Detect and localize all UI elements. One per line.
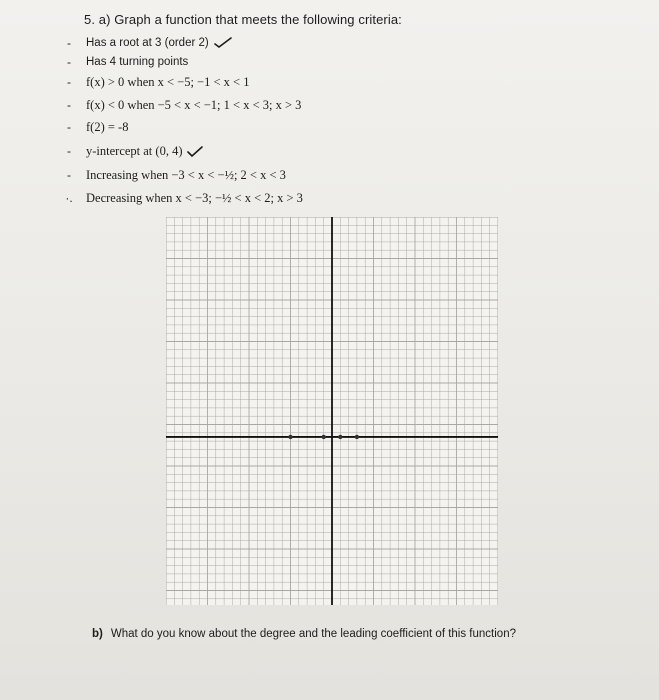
plotted-point: [338, 435, 342, 439]
criterion-decreasing: [0, 189, 659, 207]
criterion-text: f(2) = -8: [86, 120, 129, 134]
criterion-text: f(x) < 0 when −5 < x < −1; 1 < x < 3; x > 3: [86, 98, 302, 112]
criterion-root: [0, 34, 659, 52]
plotted-point: [355, 435, 359, 439]
criterion-label: y-intercept at (0, 4): [86, 144, 183, 158]
checkmark-icon: [186, 146, 204, 158]
criterion-y-intercept: [0, 142, 659, 160]
criterion-text: Has 4 turning points: [86, 56, 189, 68]
criterion-turning-points: [0, 53, 659, 71]
plotted-point: [288, 435, 292, 439]
question-title: 5. a) Graph a function that meets the following criteria:: [84, 12, 402, 27]
bullet-marker: -: [67, 120, 71, 134]
criterion-text: Decreasing when x < −3; −½ < x < 2; x > 3: [86, 191, 303, 205]
part-b-label: b): [92, 628, 103, 640]
criterion-label: Has a root at 3 (order 2): [86, 37, 209, 49]
part-b-question: [92, 628, 516, 640]
bullet-marker: -: [67, 75, 71, 89]
bullet-marker: -: [67, 144, 71, 158]
graph-grid[interactable]: [166, 217, 498, 605]
bullet-marker: -: [67, 36, 71, 50]
criterion-text: [86, 34, 233, 52]
criterion-text: [86, 142, 204, 160]
criterion-f2: [0, 118, 659, 136]
checkmark-icon: [213, 37, 233, 49]
criterion-negative: [0, 96, 659, 114]
criterion-text: Increasing when −3 < x < −½; 2 < x < 3: [86, 168, 286, 182]
bullet-marker: -: [67, 55, 71, 69]
bullet-marker: ·.: [65, 191, 73, 205]
part-b-text: What do you know about the degree and the leading coefficient of this function?: [110, 628, 516, 640]
bullet-marker: -: [67, 168, 71, 182]
criterion-increasing: [0, 166, 659, 184]
criterion-positive: [0, 73, 659, 91]
plotted-point: [322, 435, 326, 439]
bullet-marker: -: [67, 98, 71, 112]
criterion-text: f(x) > 0 when x < −5; −1 < x < 1: [86, 75, 250, 89]
